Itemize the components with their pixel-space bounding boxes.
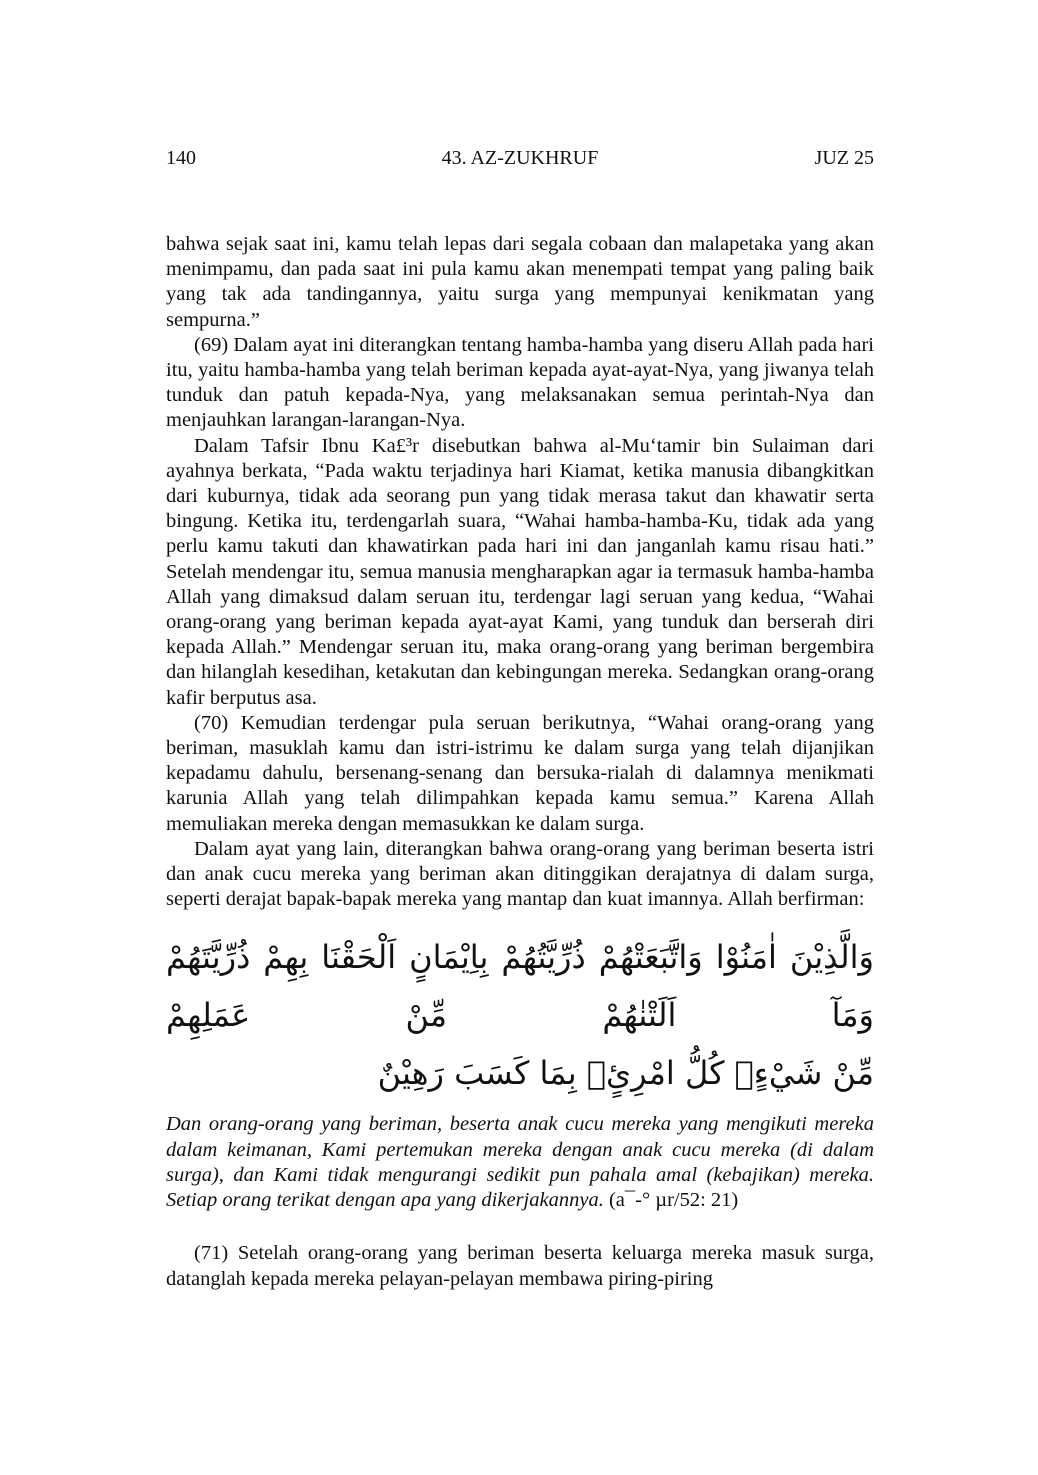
arabic-verse <box>166 928 874 1102</box>
translation-text: Dan orang-orang yang beriman, beserta anak cucu mereka yang mengikuti mereka dalam keimanan, Kami pertemukan mereka dengan anak cucu mereka (di dalam surga), dan Kami tidak mengurangi sedikit pun pahala amal (kebajikan) mereka. Setiap orang terikat dengan apa yang dikerjakannya. <box>166 1113 874 1212</box>
page-body <box>166 232 874 1292</box>
paragraph: (69) Dalam ayat ini diterangkan tentang hamba-hamba yang diseru Allah pada hari itu, yaitu hamba-hamba yang telah beriman kepada ayat-ayat-Nya, yang jiwanya telah tunduk dan patuh kepada-Nya, yang melaksanakan semua perintah-Nya dan menjauhkan larangan-larangan-Nya. <box>166 333 874 432</box>
paragraph: bahwa sejak saat ini, kamu telah lepas dari segala cobaan dan malapetaka yang akan menimpamu, dan pada saat ini pula kamu akan menempati tempat yang paling baik yang tak ada tandingannya, yaitu surga yang mempunyai kenikmatan yang sempurna.” <box>166 233 874 331</box>
spacer <box>166 1213 874 1241</box>
paragraph: (71) Setelah orang-orang yang beriman beserta keluarga mereka masuk surga, datanglah kepada mereka pelayan-pelayan membawa piring-piring <box>166 1242 874 1290</box>
verse-translation <box>166 1112 874 1213</box>
arabic-verse-line: مِّنْ شَيْءٍۗ كُلُّ امْرِئٍۢ بِمَا كَسَبَ رَهِيْنٌ <box>377 1054 874 1093</box>
paragraph: Dalam ayat yang lain, diterangkan bahwa orang-orang yang beriman beserta istri dan anak cucu mereka yang beriman akan ditinggikan derajatnya di dalam surga, seperti derajat bapak-bapak mereka yang mantap dan kuat imannya. Allah berfirman: <box>166 837 874 911</box>
page-number: 140 <box>166 147 196 169</box>
arabic-verse-line: وَالَّذِيْنَ اٰمَنُوْا وَاتَّبَعَتْهُمْ ذُرِّيَّتُهُمْ بِاِيْمَانٍ اَلْحَقْنَا بِهِمْ ذُرِّيَّتَهُمْ وَمَآ اَلَتْنٰهُمْ مِّنْ عَمَلِهِمْ <box>166 938 874 1035</box>
surah-title: 43. AZ-ZUKHRUF <box>441 147 599 169</box>
paragraph: (70) Kemudian terdengar pula seruan berikutnya, “Wahai orang-orang yang beriman, masuklah kamu dan istri-istrimu ke dalam surga yang telah dijanjikan kepadamu dahulu, bersenang-senang dan bersuka-rialah di dalamnya menikmati karunia Allah yang telah dilimpahkan kepada kamu semua.” Karena Allah memuliakan mereka dengan memasukkan ke dalam surga. <box>166 711 874 835</box>
paragraph: Dalam Tafsir Ibnu Ka£³r disebutkan bahwa al-Mu‘tamir bin Sulaiman dari ayahnya berkata, “Pada waktu terjadinya hari Kiamat, ketika manusia dibangkitkan dari kuburnya, tidak ada seorang pun yang tidak merasa takut dan khawatir serta bingung. Ketika itu, terdengarlah suara, “Wahai hamba-hamba-Ku, tidak ada yang perlu kamu takuti dan khawatirkan pada hari ini dan janganlah kamu risau hati.” Setelah mendengar itu, semua manusia mengharapkan agar ia termasuk hamba-hamba Allah yang dimaksud dalam seruan itu, terdengar lagi seruan yang kedua, “Wahai orang-orang yang beriman kepada ayat-ayat Kami, yang tunduk dan berserah diri kepada Allah.” Mendengar seruan itu, maka orang-orang yang beriman bergembira dan hilanglah kesedihan, ketakutan dan kebingungan mereka. Sedangkan orang-orang kafir berputus asa. <box>166 434 874 709</box>
juz-label: JUZ 25 <box>814 147 874 169</box>
verse-reference: (a¯-° µr/52: 21) <box>608 1189 739 1212</box>
